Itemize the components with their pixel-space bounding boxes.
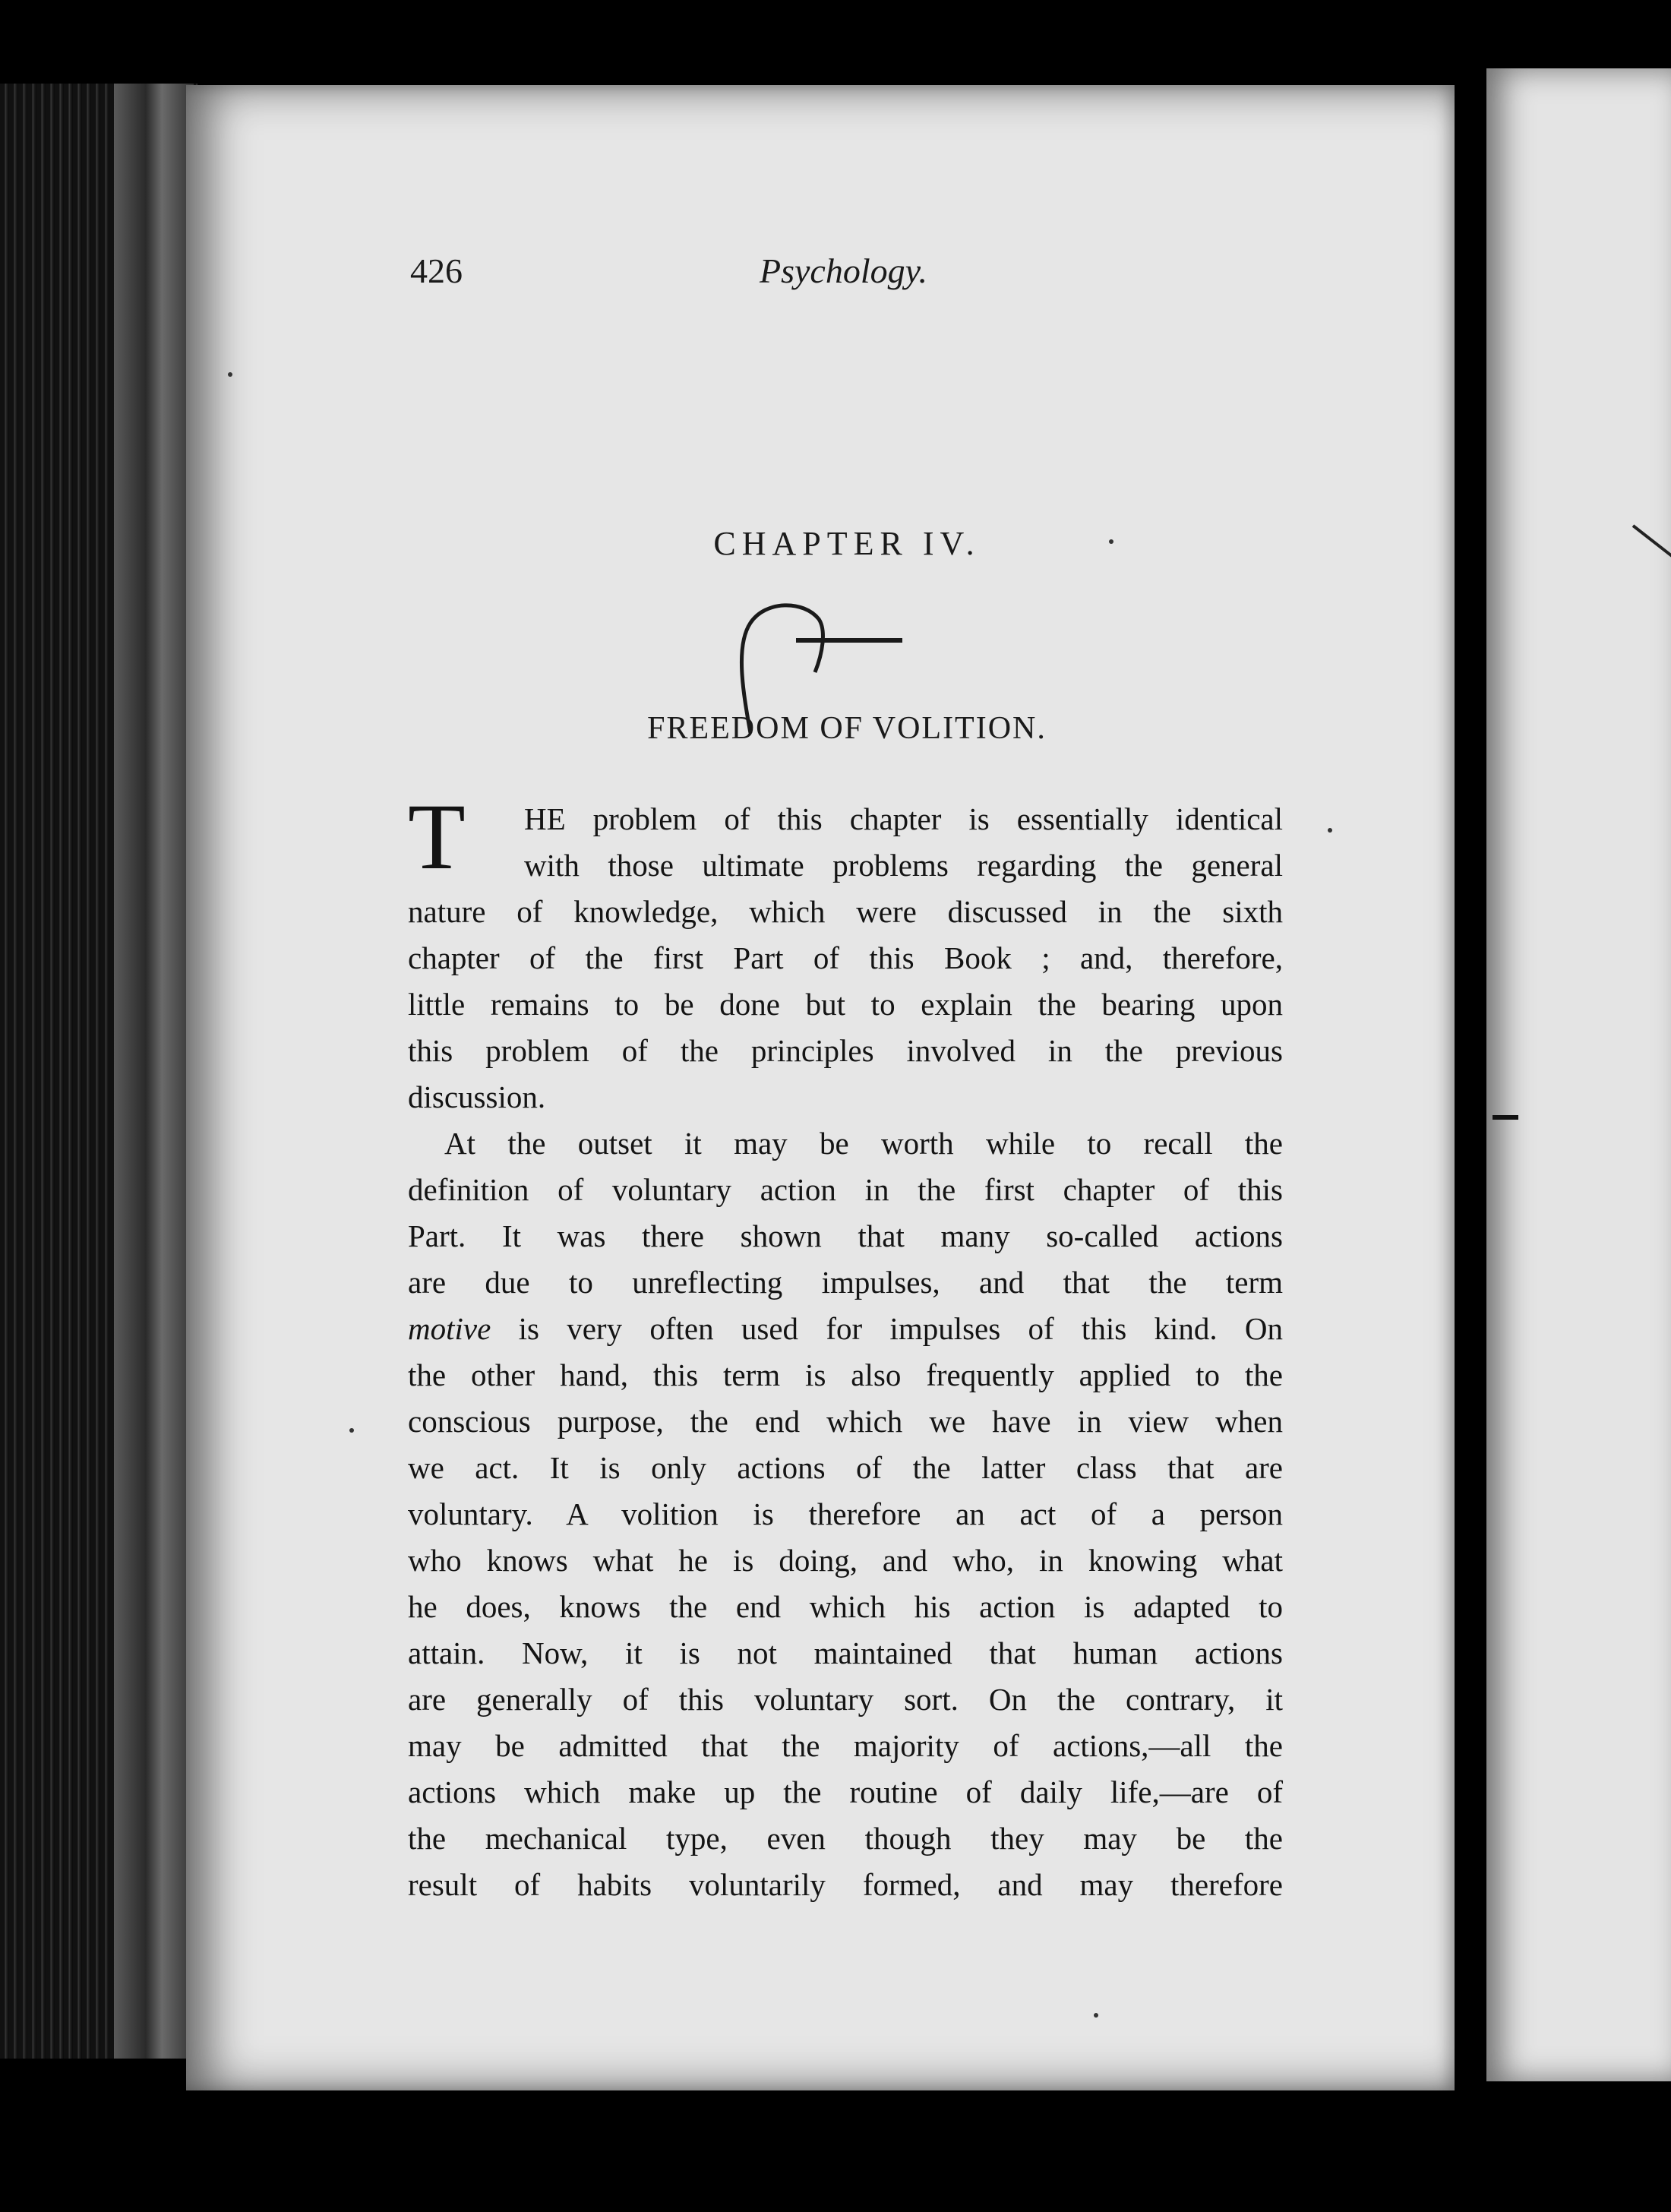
running-head bbox=[410, 251, 1284, 296]
book-edge-highlight bbox=[114, 84, 194, 2059]
text-line: definition of voluntary action in the first chapter of this bbox=[408, 1172, 1283, 1207]
text-line: chapter of the first Part of this Book ; and, therefore, bbox=[408, 940, 1283, 975]
text-line: this problem of the principles involved in the previous bbox=[408, 1033, 1283, 1068]
facing-page-mark bbox=[1493, 1115, 1518, 1120]
ornament-rule bbox=[796, 638, 902, 643]
text-line: he does, knows the end which his action is adapted to bbox=[408, 1589, 1283, 1624]
text-line: result of habits voluntarily formed, and may therefore bbox=[408, 1867, 1283, 1902]
text-line: actions which make up the routine of daily life,—are of bbox=[408, 1774, 1283, 1809]
book-gutter bbox=[1455, 68, 1486, 2097]
text-line: conscious purpose, the end which we have in view when bbox=[408, 1404, 1283, 1439]
page-number: 426 bbox=[410, 251, 463, 290]
text-line: voluntary. A volition is therefore an act of a person bbox=[408, 1496, 1283, 1531]
text-line: may be admitted that the majority of actions,—all the bbox=[408, 1728, 1283, 1763]
chapter-heading: CHAPTER IV. bbox=[713, 525, 981, 562]
drop-cap: T bbox=[408, 785, 466, 889]
text-line: with those ultimate problems regarding the general bbox=[524, 848, 1283, 883]
text-line: we act. It is only actions of the latter class that are bbox=[408, 1450, 1283, 1485]
text-line: little remains to be done but to explain the bearing upon bbox=[408, 987, 1283, 1022]
text-line: attain. Now, it is not maintained that human actions bbox=[408, 1635, 1283, 1670]
section-title: FREEDOM OF VOLITION. bbox=[647, 711, 1047, 746]
running-title: Psychology. bbox=[760, 251, 927, 290]
text-line: are due to unreflecting impulses, and that the term bbox=[408, 1265, 1283, 1300]
text-line: Part. It was there shown that many so-called actions bbox=[408, 1218, 1283, 1253]
text-line: the other hand, this term is also frequently applied to the bbox=[408, 1357, 1283, 1392]
italic-word: motive bbox=[408, 1311, 491, 1346]
facing-page bbox=[1486, 68, 1671, 2081]
text-line: nature of knowledge, which were discussed in the sixth bbox=[408, 894, 1283, 929]
text-line: At the outset it may be worth while to recall the bbox=[444, 1126, 1283, 1161]
text-line: HE problem of this chapter is essentially identical bbox=[524, 801, 1283, 836]
text-line: who knows what he is doing, and who, in knowing what bbox=[408, 1543, 1283, 1578]
text-line: discussion. bbox=[408, 1079, 546, 1114]
text-line: are generally of this voluntary sort. On the contrary, it bbox=[408, 1682, 1283, 1717]
text-line: motive is very often used for impulses of this kind. On bbox=[408, 1311, 1283, 1346]
text-line: the mechanical type, even though they may be the bbox=[408, 1821, 1283, 1856]
